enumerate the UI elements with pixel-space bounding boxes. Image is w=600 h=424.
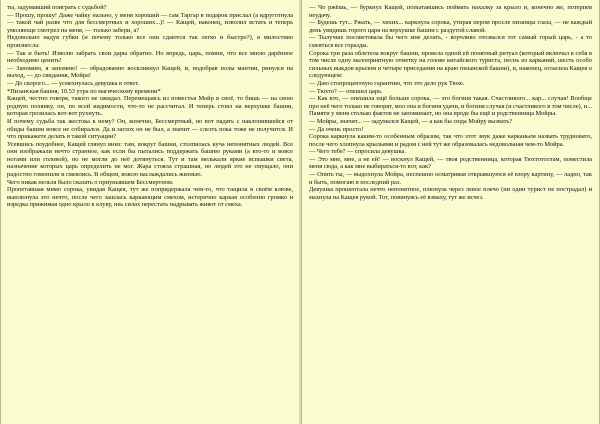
left-page-text [7, 4, 293, 209]
paragraph: Пропетавшая мимо сорока, увидав Кащея, тут же попридержала чем-то, что тащила в своём клюве, выплюнула это нечто, после чего зашлась каркающим смехом, истерично каркая особенно громко и изредка прижимая одно крыло к клуву, неь силах перестать надрывать живот от смеха. [7, 186, 293, 209]
paragraph: Усевшись поудобнее, Кащей глянул вниз: там, вокруг башни, столпилась куча непонятных людей. Все они изображали нечто странное, как если бы пытались поддержать башню руками (а кто-то и вовсе ногами или головой), но не могли до неё дотянуться. Тут и там мелькали яркие вспышки света, назначение которых царь определить не мог. Жара стояла страшная, но людей это не смущало, они радостно гомонили и смеялись. В общем, вовсю наслаждались жизнью. [7, 140, 293, 179]
paragraph: — Так и быть! Изволю забрать свои дары обратно. Но впредь, царь, помни, что все мною дарённое необходимо ценить! [7, 49, 293, 65]
paragraph: — Да очень просто! [309, 125, 364, 133]
paragraph: — Запомню, я запомню! — обрадованно воскликнул Кащей, и, подобрав полы мантии, ринулся на выход, — до свидания, Мойра! [7, 64, 293, 80]
paragraph: — Как кто, — опешила ещё больше сорока, — это богиня такая. Счастливого... кар... случая! Вообще про неё чего только не говорят, мол она и богиня удачи, и богиня случая (и счастливого в том числе), и... Памяти у меня столько фактов не запоминает, но она вроде бы ещё и родственница Мойры. [309, 95, 592, 118]
paragraph: — Это мне, мне, а не ей! — воскнул Кащей, — твоя родственница, которая Тюхтотолтам, поместила меня сюда, а как мне выбираться-то вот, как? [309, 155, 592, 171]
paragraph: И почему судьба так жестока к нему? Он, конечно, Бессмертный, но вот падать с наклонившейся от обиды башни вовсе не собирался. Да и заглох он не был, а значит — слезть пока тоже не получится. И что прикажете делать в такой ситуации? [7, 117, 293, 141]
paragraph: — Чего тебе? — спросила девушка. [309, 148, 406, 156]
paragraph: — Опять ты, — выдохнула Мойра, неспешно осматривая открывшуюся её взору картину, — ладно, так и быть, помогаю в последний раз. [309, 171, 592, 186]
paragraph: — Будешь тут... Ржать, — хихих... каркнула сорока, утирая пером просле пизанцы глаза, — не каждый день увидишь горого царя на верхушке башни с раздутой славой. [309, 19, 592, 34]
right-page [301, 0, 600, 424]
paragraph: — Мойры, значит... — задумался Кащей, — а как бы сюда Мойру вызвать? [309, 117, 513, 125]
paragraph: Недовольно надув губки (и почему только все они сдаются так легко и быстро?), я милостиво произнесла: [7, 34, 293, 49]
paragraph: *Пизанская башня, 10.53 утра по магическому времени* [7, 87, 161, 95]
paragraph: — Прошу, прошу! Даже чайку нально, у меня хороший — сам Таргар в подарок прислал (а вдруготнула — такой чай разве что для бессмертных и хороших...)! — Кащей, наконец, изволил встать и теперь умоляюще смотрел на меня, — только забери, а? [7, 11, 293, 34]
paragraph: — Тюхто? — опешил царь. [309, 87, 383, 95]
paragraph: — Тылучше посоветовала бы чего мне делать, - ворчливо отозвался тот самый горый царь, - а то смеяться все горазды. [309, 34, 592, 49]
paragraph: Кащей, честно говоря, такого не ожидал. Перемещаясь из поместья Мойр в своё, то бишь — на свою родную полянку, он, по всей видимости, что-то не рассчитал. И теперь стоял на верхушке башни, которая грозилась вот-вот рухнуть. [7, 95, 293, 118]
paragraph: Сорока каркнула каким-то особенным образом, так что этот звук даже карканьем назвать трудновато, после чего хлопнула крыльями и радом с ней тут же образовалась недовольная чем-то Мойра. [309, 133, 592, 148]
paragraph: ты, задумавший поиграть с судьбой? [7, 4, 107, 11]
paragraph: — Даю стопроцентную гарантию, что это дело рук Тюхе. [309, 79, 465, 87]
paragraph: — До скорого... — усмехнулась девушка в ответ. [7, 79, 140, 87]
paragraph: Девушка прошептала нечто непонятное, плюнула через левое плечо (ни один турист не пострадал) и махнула на Кащея рукой. Тот, повинуясь её взмаху, тут же исчез. [309, 186, 592, 201]
paragraph: Сорока три раза облетела вокруг башни, провела одной ей понятный ритуал (который включал в себя в том числе одну малоприятную отметку на голове китайского туриста, песнь из карканий, шесть особо сильных выкдов крылом и четыре приседания на краю пизанской башни), и, наконец, огласила Кащея о следующем: [309, 49, 592, 80]
right-page-text [309, 4, 592, 201]
paragraph: Чего никак нельзя было сказать о приунывшем Бессмертном. [7, 178, 174, 186]
paragraph: — Чо ржёшь, — буркнул Кащей, попытавшись поймать нахалку за крыло и, конечно же, потерпев неудачу. [309, 4, 592, 19]
